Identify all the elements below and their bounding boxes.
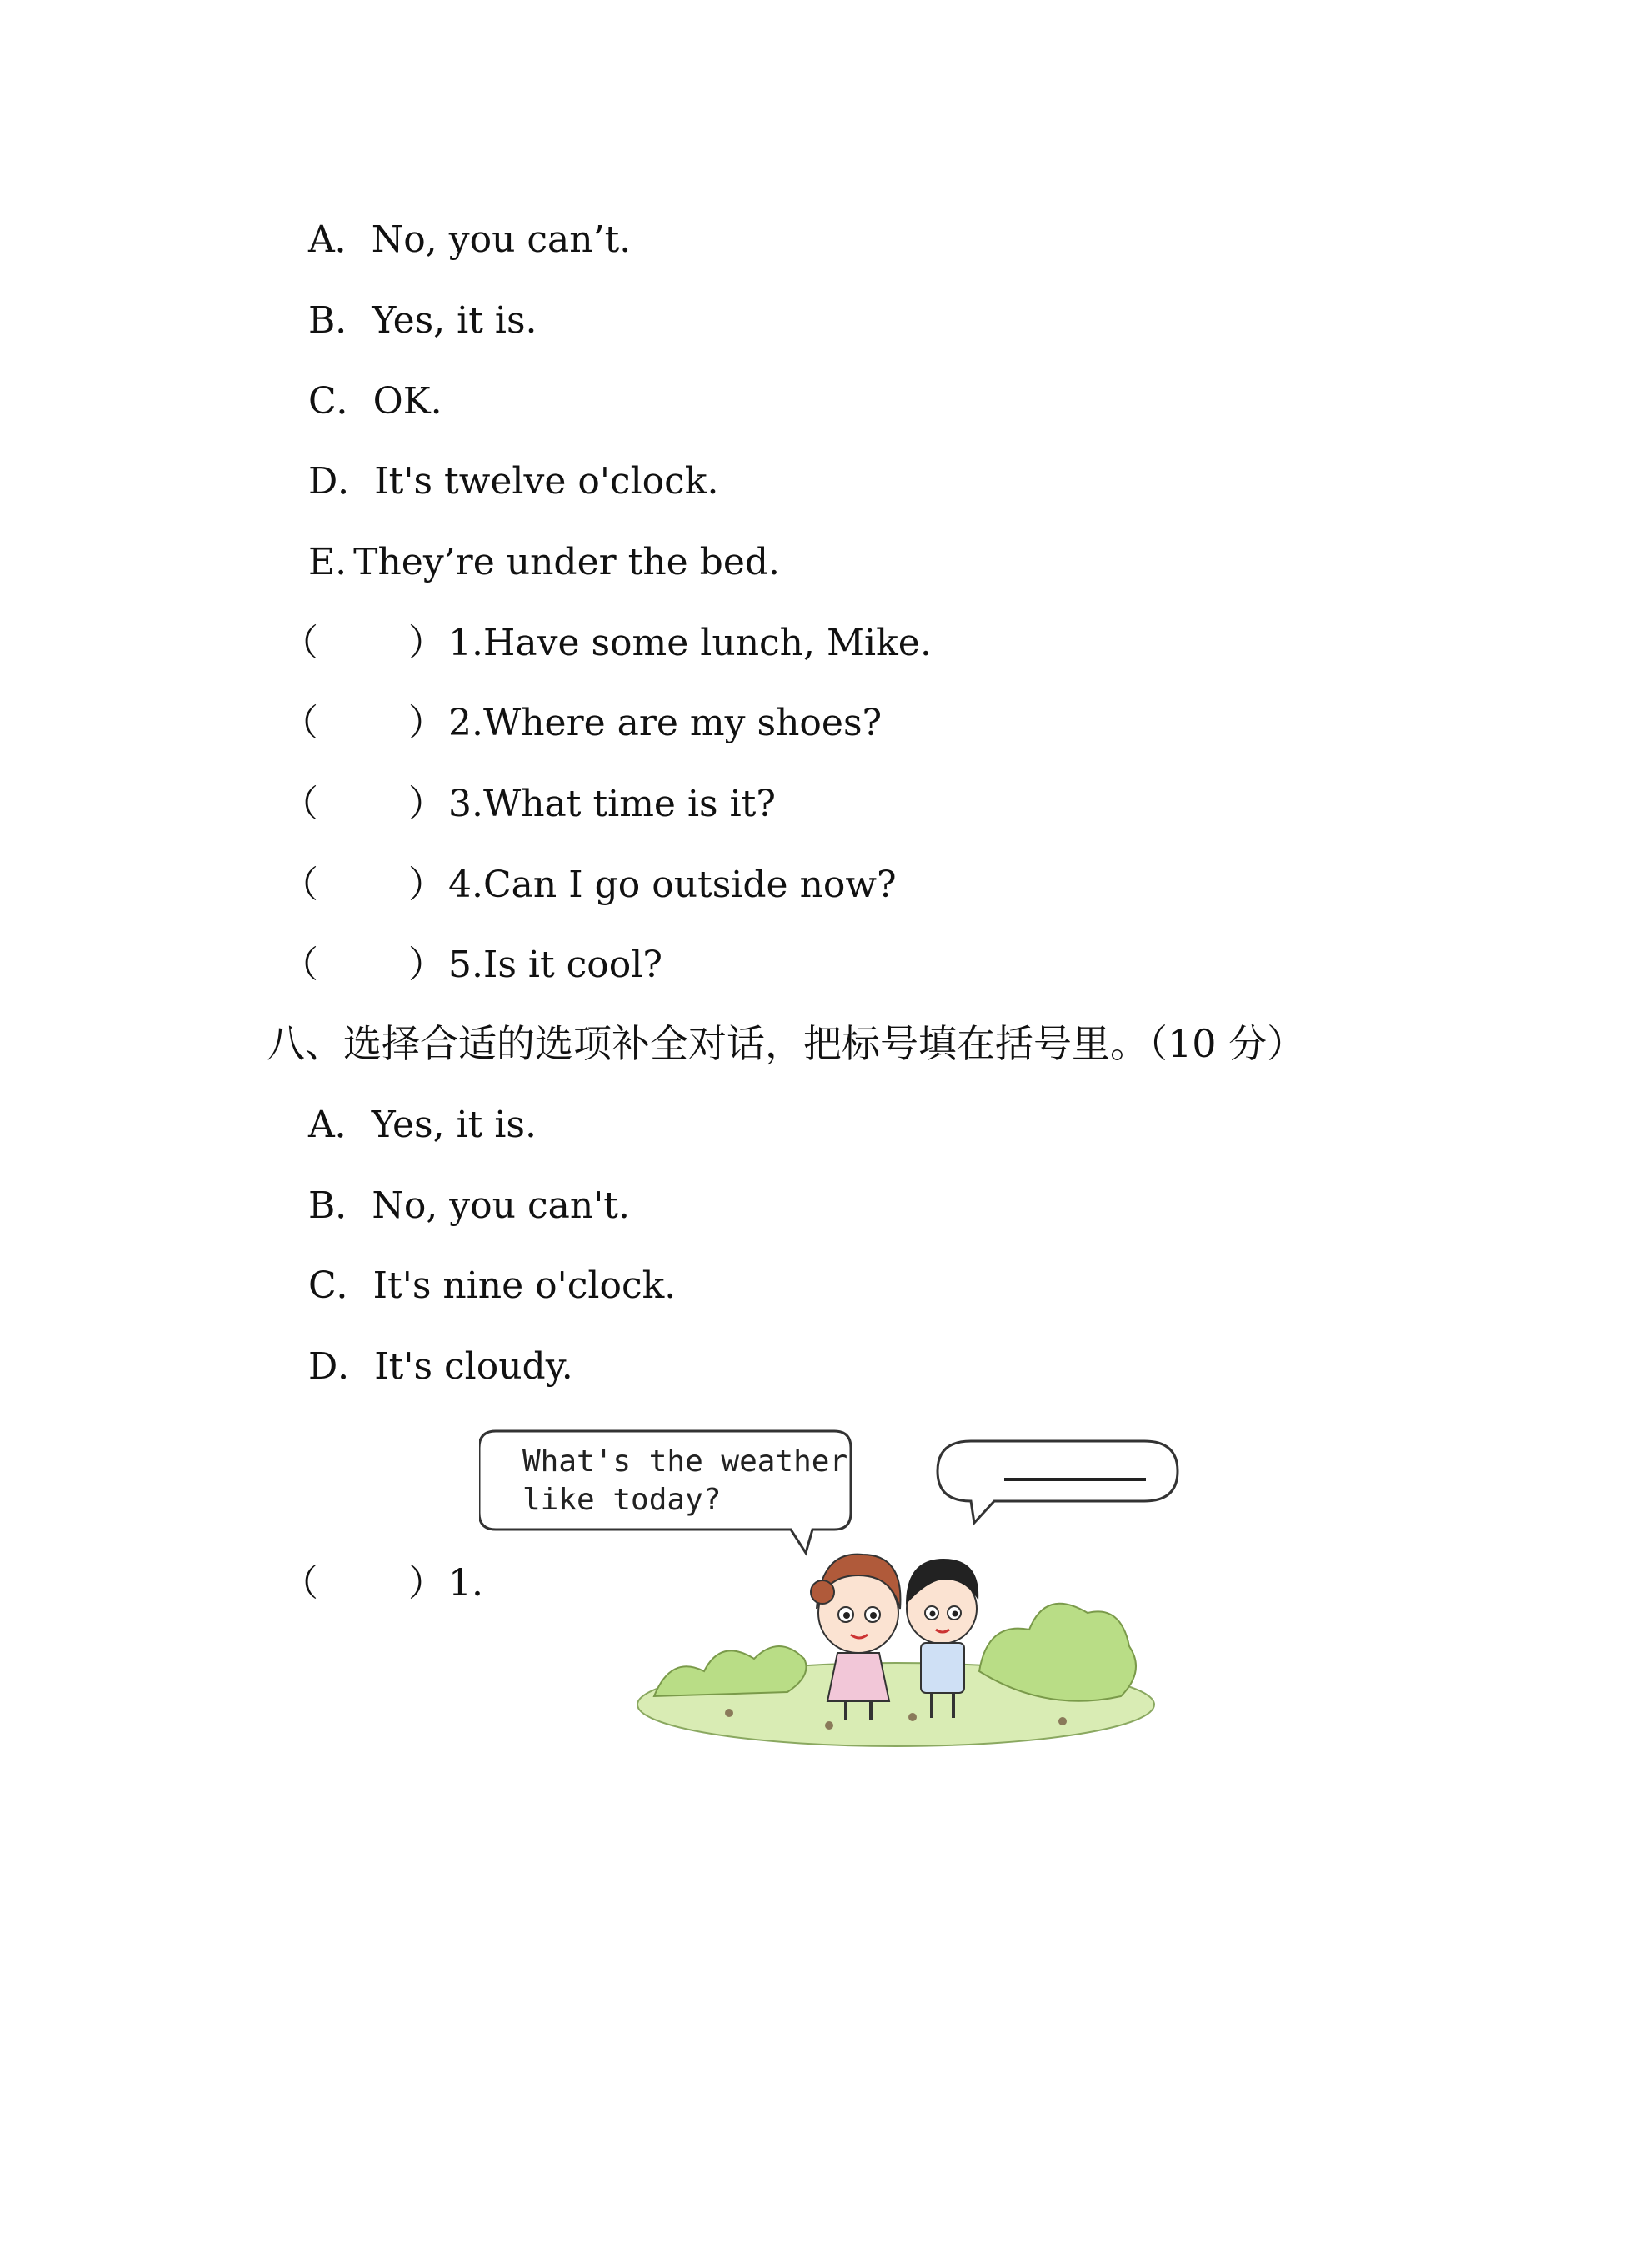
answer-paren-close: ） [408,1562,445,1605]
option-letter: C． [308,1264,373,1307]
option-text: No, you can’t. [371,218,632,261]
option-c [308,1261,676,1311]
answer-paren-open[interactable]: （ [282,864,318,906]
option-letter: C． [308,380,373,423]
option-letter: D． [308,1345,375,1388]
answer-paren-open[interactable]: （ [282,783,318,825]
answer-paren-close: ） [408,864,445,906]
option-d [308,457,718,507]
speech-bubble-left [479,1431,851,1553]
speech-bubble-right [938,1441,1178,1523]
option-letter: D． [308,460,375,503]
option-text: They’re under the bed. [353,541,781,583]
answer-paren-close: ） [408,702,445,744]
option-text: OK. [372,380,442,423]
option-a [308,215,631,265]
question-text: 5.Is it cool? [448,944,662,986]
children-scene [479,1421,1196,1755]
bubble-text-line1: What's the weather [522,1444,848,1479]
option-c [308,377,442,427]
option-text: No, you can't. [372,1184,630,1227]
answer-paren-open[interactable]: （ [282,702,318,744]
answer-paren-close: ） [408,944,445,986]
option-b [308,296,538,346]
option-letter: A． [308,218,372,261]
section-heading: 八、选择合适的选项补全对话，把标号填在括号里。（10 分） [267,1021,1306,1066]
question-text: 4.Can I go outside now? [448,864,897,906]
answer-paren-open[interactable]: （ [282,622,318,664]
option-text: It's twelve o'clock. [374,460,719,503]
option-d [308,1342,573,1392]
question-text: 3.What time is it? [448,783,776,825]
question-text: 1.Have some lunch, Mike. [448,622,932,664]
option-letter: E. [308,541,348,583]
option-text: It's cloudy. [374,1345,573,1388]
question-text: 1. [448,1562,483,1605]
option-text: It's nine o'clock. [372,1264,677,1307]
option-letter: A． [308,1104,372,1146]
option-letter: B． [308,299,372,342]
option-e [308,538,780,588]
option-text: Yes, it is. [372,299,538,342]
option-a [308,1100,537,1150]
option-b [308,1181,630,1231]
answer-paren-open[interactable]: （ [282,1562,318,1605]
question-text: 2.Where are my shoes? [448,702,882,744]
answer-paren-close: ） [408,783,445,825]
bubble-text-line2: like today? [522,1483,722,1517]
option-letter: B． [308,1184,372,1227]
answer-paren-close: ） [408,622,445,664]
option-text: Yes, it is. [371,1104,537,1146]
dialogue-illustration [479,1421,1196,1755]
answer-paren-open[interactable]: （ [282,944,318,986]
